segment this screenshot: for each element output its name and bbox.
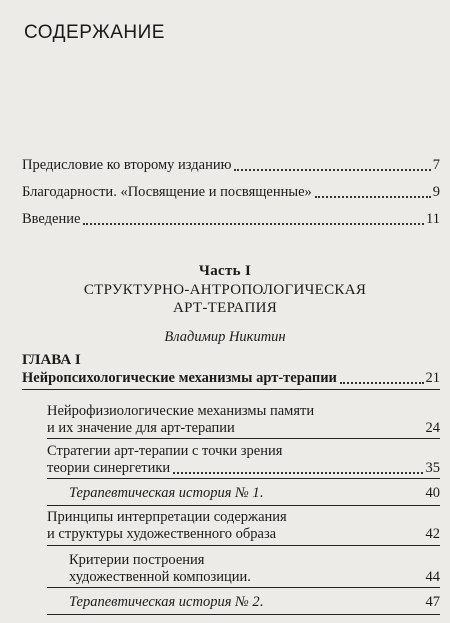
toc-entry-page: 44 [425,569,440,585]
toc-entry-therapy-story-1[interactable] [69,485,440,502]
part-title-line-2: АРТ-ТЕРАПИЯ [172,300,278,316]
toc-entry-title: Предисловие ко второму изданию [22,157,232,173]
toc-entry-page: 21 [425,370,440,386]
toc-entry-page: 42 [425,526,440,542]
dot-leader [234,168,430,171]
toc-entry-title-line: Нейрофизиологические механизмы памяти [47,403,315,419]
toc-entry-title: Введение [22,211,81,227]
toc-entry-title-line: теории синергетики [47,460,171,476]
chapter-label: ГЛАВА I [22,352,81,368]
toc-entry-therapy-story-2[interactable] [69,594,440,611]
toc-entry-title-line: и структуры художественного образа [47,526,277,542]
section-rule [47,438,440,439]
section-rule [47,587,440,588]
toc-entry-page: 24 [425,420,440,436]
toc-entry-title-line: Стратегии арт-терапии с точки зрения [47,443,283,459]
toc-entry-title: Нейропсихологические механизмы арт-терапии [22,370,337,386]
toc-entry-chapter-1[interactable] [22,370,440,387]
dot-leader [173,471,422,474]
chapter-rule [22,389,440,390]
toc-entry-section-memory[interactable] [47,403,440,437]
dot-leader [83,222,424,225]
period: . [259,594,264,610]
period: . [259,485,264,501]
dot-leader [340,381,424,384]
section-rule [47,545,440,546]
part-title-line-1: СТРУКТУРНО-АНТРОПОЛОГИЧЕСКАЯ [83,282,367,298]
page-title: СОДЕРЖАНИЕ [24,22,165,43]
period: . [247,569,251,585]
section-rule [47,614,440,615]
toc-entry-section-synergetics[interactable] [47,443,440,477]
toc-entry-page: 11 [426,211,440,227]
section-rule [47,505,440,506]
toc-entry-title-line: Критерии построения [69,552,205,568]
toc-entry-section-composition[interactable] [69,552,440,586]
toc-entry-title: Терапевтическая история № 1 [69,485,260,501]
toc-entry-page: 47 [425,594,440,610]
toc-entry-title: Терапевтическая история № 2 [69,594,260,610]
toc-entry-page: 35 [425,460,440,476]
toc-entry-page: 7 [432,157,440,173]
dot-leader [315,195,431,198]
section-rule [47,478,440,479]
toc-entry-section-interpretation[interactable] [47,509,440,543]
toc-entry-title-line: Принципы интерпретации содержания [47,509,287,525]
toc-entry-introduction[interactable] [22,211,440,228]
toc-entry-page: 40 [425,485,440,501]
part-label: Часть I [198,263,252,279]
toc-entry-title-line: и их значение для арт-терапии [47,420,235,436]
toc-entry-preface[interactable] [22,157,440,174]
part-author: Владимир Никитин [164,329,286,345]
toc-entry-title: Благодарности. «Посвящение и посвященные» [22,184,312,200]
toc-entry-page: 9 [432,184,440,200]
toc-entry-acknowledgements[interactable] [22,184,440,201]
toc-entry-title-line: художественной композиции [69,569,248,585]
